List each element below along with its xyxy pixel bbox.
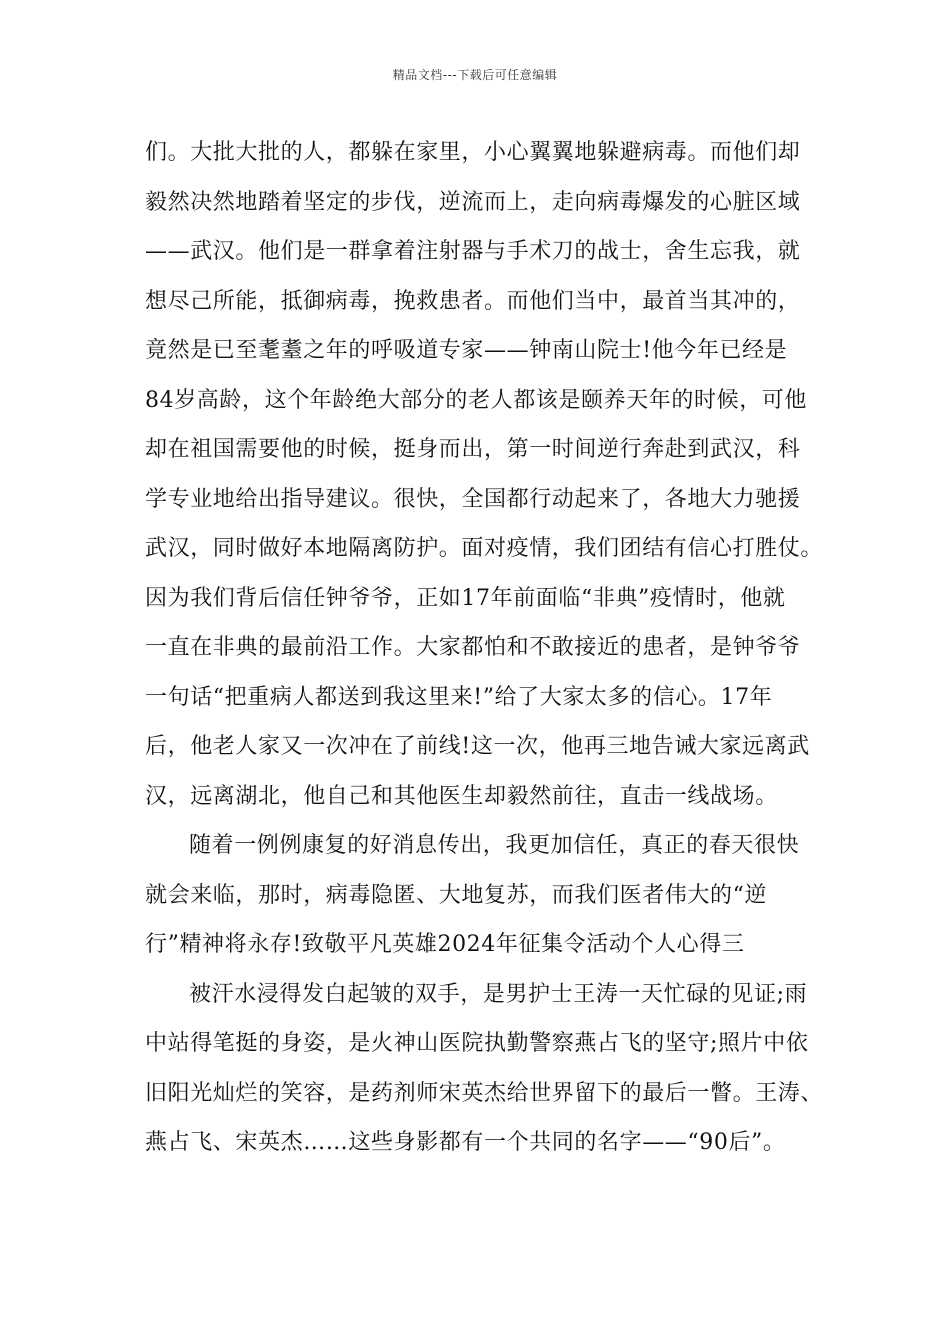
text-line: 武汉，同时做好本地隔离防护。面对疫情，我们团结有信心打胜仗。: [145, 536, 824, 561]
text-line: 毅然决然地踏着坚定的步伐，逆流而上，走向病毒爆发的心脏区域: [145, 189, 801, 215]
text-line: 一句话“把重病人都送到我这里来!”给了大家太多的信心。17年: [145, 684, 773, 710]
text-line: 汉，远离湖北，他自己和其他医生却毅然前往，直击一线战场。: [145, 783, 778, 809]
body-text: [145, 128, 824, 1168]
text-line: 想尽己所能，抵御病毒，挽救患者。而他们当中，最首当其冲的，: [145, 288, 801, 314]
text-line: 行”精神将永存!致敬平凡英雄2024年征集令活动个人心得三: [145, 932, 745, 957]
text-line: 们。大批大批的人，都躲在家里，小心翼翼地躲避病毒。而他们却: [145, 140, 801, 165]
text-line: 却在祖国需要他的时候，挺身而出，第一时间逆行奔赴到武汉，科: [145, 437, 801, 462]
text-line: 因为我们背后信任钟爷爷，正如17年前面临“非典”疫情时，他就: [145, 585, 786, 611]
page-header: 精品文档---下载后可任意编辑: [392, 68, 558, 82]
paragraph-start-line: 随着一例例康复的好消息传出，我更加信任，真正的春天很快: [189, 833, 800, 858]
text-line: 学专业地给出指导建议。很快，全国都行动起来了，各地大力驰援: [145, 486, 801, 512]
text-line: 84岁高龄，这个年龄绝大部分的老人都该是颐养天年的时候，可他: [145, 387, 807, 413]
text-line: 一直在非典的最前沿工作。大家都怕和不敢接近的患者，是钟爷爷: [145, 635, 801, 660]
text-line: 后，他老人家又一次冲在了前线!这一次，他再三地告诫大家远离武: [145, 734, 810, 759]
text-line: 燕占飞、宋英杰……这些身影都有一个共同的名字——“90后”。: [145, 1130, 786, 1155]
text-line: 竟然是已至耄耋之年的呼吸道专家——钟南山院士!他今年已经是: [145, 338, 788, 363]
paragraph-start-line: 被汗水浸得发白起皱的双手，是男护士王涛一天忙碌的见证;雨: [189, 981, 808, 1007]
text-line: 中站得笔挺的身姿，是火神山医院执勤警察燕占飞的坚守;照片中依: [145, 1031, 809, 1056]
text-line: ——武汉。他们是一群拿着注射器与手术刀的战士，舍生忘我，就: [145, 239, 801, 264]
text-line: 旧阳光灿烂的笑容，是药剂师宋英杰给世界留下的最后一瞥。王涛、: [145, 1080, 824, 1106]
text-line: 就会来临，那时，病毒隐匿、大地复苏，而我们医者伟大的“逆: [145, 882, 768, 908]
